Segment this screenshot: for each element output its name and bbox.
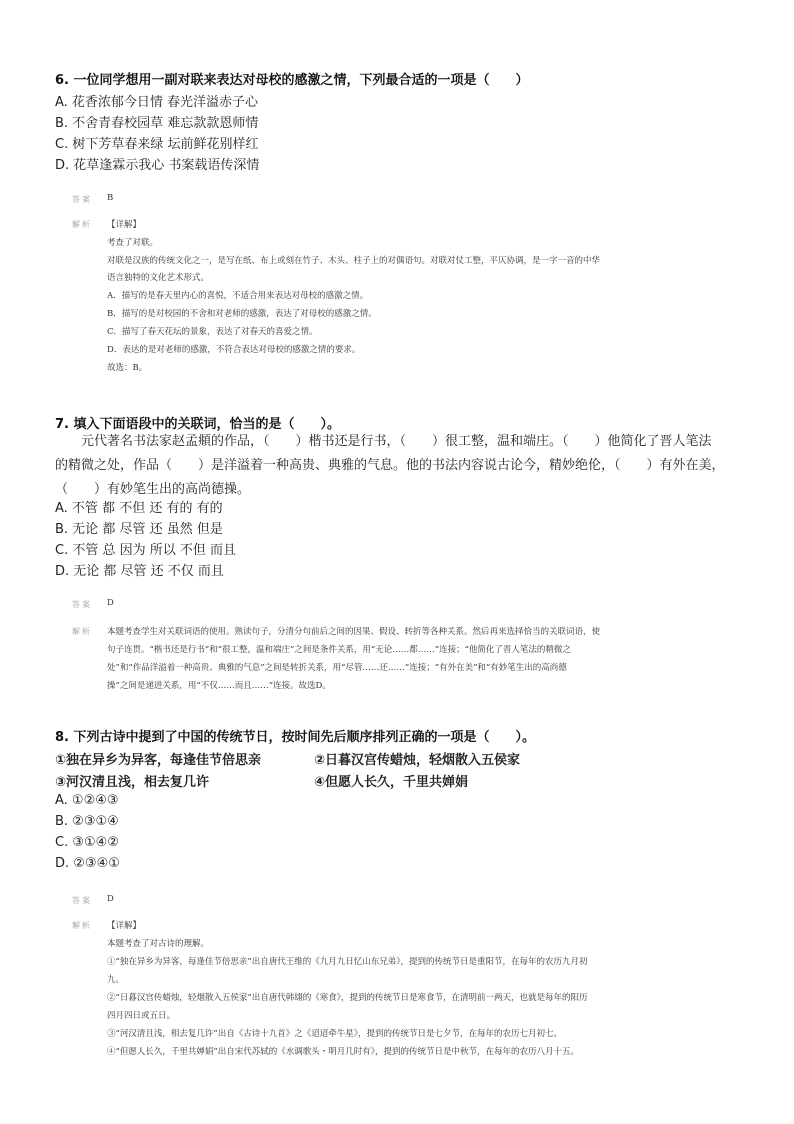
q6-analysis-line: C．描写了春天花坛的景象，表达了对春天的喜爱之情。	[107, 327, 318, 337]
q6-title: 6. 一位同学想用一副对联来表达对母校的感激之情，下列最合适的一项是（ ）	[55, 73, 529, 88]
q7-analysis-label: 解析	[72, 627, 92, 636]
q7-analysis-line: 操”之间是递进关系，用“不仅……而且……”连接。故选D。	[107, 681, 331, 691]
q6-option-c[interactable]: C. 树下芳草春来绿 坛前鲜花别样红	[55, 137, 259, 152]
q6-option-d[interactable]: D. 花草逢霖示我心 书案载语传深情	[55, 158, 260, 173]
q6-analysis-line: D．表达的是对老师的感激，不符合表达对母校的感激之情的要求。	[107, 345, 361, 355]
q7-passage-line: 的精微之处，作品（ ）是洋溢着一种高贵、典雅的气息。他的书法内容说古论今，精妙绝伦，（ ）有外在美，	[55, 458, 725, 473]
q7-passage-line: （ ）有妙笔生出的高尚德操。	[55, 482, 251, 497]
q7-option-b[interactable]: B. 无论 都 尽管 还 虽然 但是	[55, 522, 223, 537]
q8-poem-4: ④但愿人长久，千里共婵娟	[314, 775, 469, 790]
q7-analysis-line: 句子连贯。“楷书还是行书”和“很工整，温和端庄”之间是条件关系，用“无论……都……”连接；“他简化了晋人笔法的精微之	[107, 645, 571, 655]
q8-poem-3: ③河汉清且浅，相去复几许	[55, 775, 210, 790]
q8-option-c[interactable]: C. ③①④②	[55, 835, 119, 850]
q8-title: 8. 下列古诗中提到了中国的传统节日，按时间先后顺序排列正确的一项是（ ）。	[55, 730, 536, 745]
q7-passage	[55, 430, 755, 502]
q7-answer-value: D	[107, 598, 114, 608]
q8-analysis-line: ④“但愿人长久，千里共婵娟”出自宋代苏轼的《水调歌头・明月几时有》，提到的传统节日是中秋节，在每年的农历八月十五。	[107, 1047, 579, 1057]
q8-option-a[interactable]: A. ①②④③	[55, 793, 119, 808]
q8-poem-2: ②日暮汉宫传蜡烛，轻烟散入五侯家	[314, 753, 521, 768]
q8-analysis-line: 四月四日或五日。	[107, 1011, 176, 1021]
q6-analysis-line: 故选：B。	[107, 363, 148, 373]
q6-analysis-line: A．描写的是春天里内心的喜悦，不适合用来表达对母校的感激之情。	[107, 291, 369, 301]
q8-analysis-line: 【详解】	[107, 921, 142, 931]
q8-answer-value: D	[107, 894, 114, 904]
q8-analysis-label: 解析	[72, 921, 92, 930]
q6-answer-value: B	[107, 193, 114, 203]
q8-analysis-line: 九。	[107, 975, 125, 985]
q6-option-a[interactable]: A. 花香浓郁今日情 春光洋溢赤子心	[55, 95, 259, 110]
q7-analysis-line: 本题考查学生对关联词语的使用。熟读句子，分清分句前后之间的因果、假设、转折等各种关系。然后再来选择恰当的关联词语，使	[107, 627, 601, 637]
q6-analysis-line: 语言独特的文化艺术形式。	[107, 273, 210, 283]
q7-title: 7. 填入下面语段中的关联词，恰当的是（ ）。	[55, 417, 341, 432]
q8-poem-1: ①独在异乡为异客，每逢佳节倍思亲	[55, 753, 262, 768]
q8-analysis-line: 本题考查了对古诗的理解。	[107, 939, 210, 949]
q6-analysis-line: B．描写的是对校园的不舍和对老师的感激，表达了对母校的感激之情。	[107, 309, 377, 319]
q6-analysis-label: 解析	[72, 220, 92, 229]
q8-option-d[interactable]: D. ②③④①	[55, 856, 120, 871]
q6-answer-label: 答案	[72, 195, 92, 204]
q8-analysis-line: ①“独在异乡为异客，每逢佳节倍思亲”出自唐代王维的《九月九日忆山东兄弟》，提到的传统节日是重阳节，在每年的农历九月初	[107, 957, 588, 967]
q6-analysis-line: 对联是汉族的传统文化之一，是写在纸、布上或刻在竹子、木头、柱子上的对偶语句。对联对仗工整，平仄协调，是一字一音的中华	[107, 256, 601, 266]
q6-analysis-line: 【详解】	[107, 220, 142, 230]
q7-analysis-line: 处”和“作品洋溢着一种高贵、典雅的气息”之间是转折关系，用“尽管……还……”连接；“有外在美”和“有妙笔生出的高尚德	[107, 663, 567, 673]
q7-option-a[interactable]: A. 不管 都 不但 还 有的 有的	[55, 501, 223, 516]
q8-option-b[interactable]: B. ②③①④	[55, 814, 119, 829]
q6-analysis-line: 考查了对联。	[107, 238, 159, 248]
q7-passage-line: 元代著名书法家赵孟頫的作品，（ ）楷书还是行书，（ ）很工整，温和端庄。（ ）他简化了晋人笔法	[81, 434, 712, 449]
q7-option-d[interactable]: D. 无论 都 尽管 还 不仅 而且	[55, 564, 224, 579]
q6-option-b[interactable]: B. 不舍青春校园草 难忘款款恩师情	[55, 116, 259, 131]
q7-answer-label: 答案	[72, 600, 92, 609]
q7-option-c[interactable]: C. 不管 总 因为 所以 不但 而且	[55, 543, 237, 558]
q8-answer-label: 答案	[72, 896, 92, 905]
q8-analysis-line: ③“河汉清且浅，相去复几许”出自《古诗十九首》之《迢迢牵牛星》，提到的传统节日是七夕节，在每年的农历七月初七。	[107, 1029, 562, 1039]
q8-analysis-line: ②“日暮汉宫传蜡烛，轻烟散入五侯家”出自唐代韩翃的《寒食》，提到的传统节日是寒食节，在清明前一两天，也就是每年的阳历	[107, 993, 588, 1003]
